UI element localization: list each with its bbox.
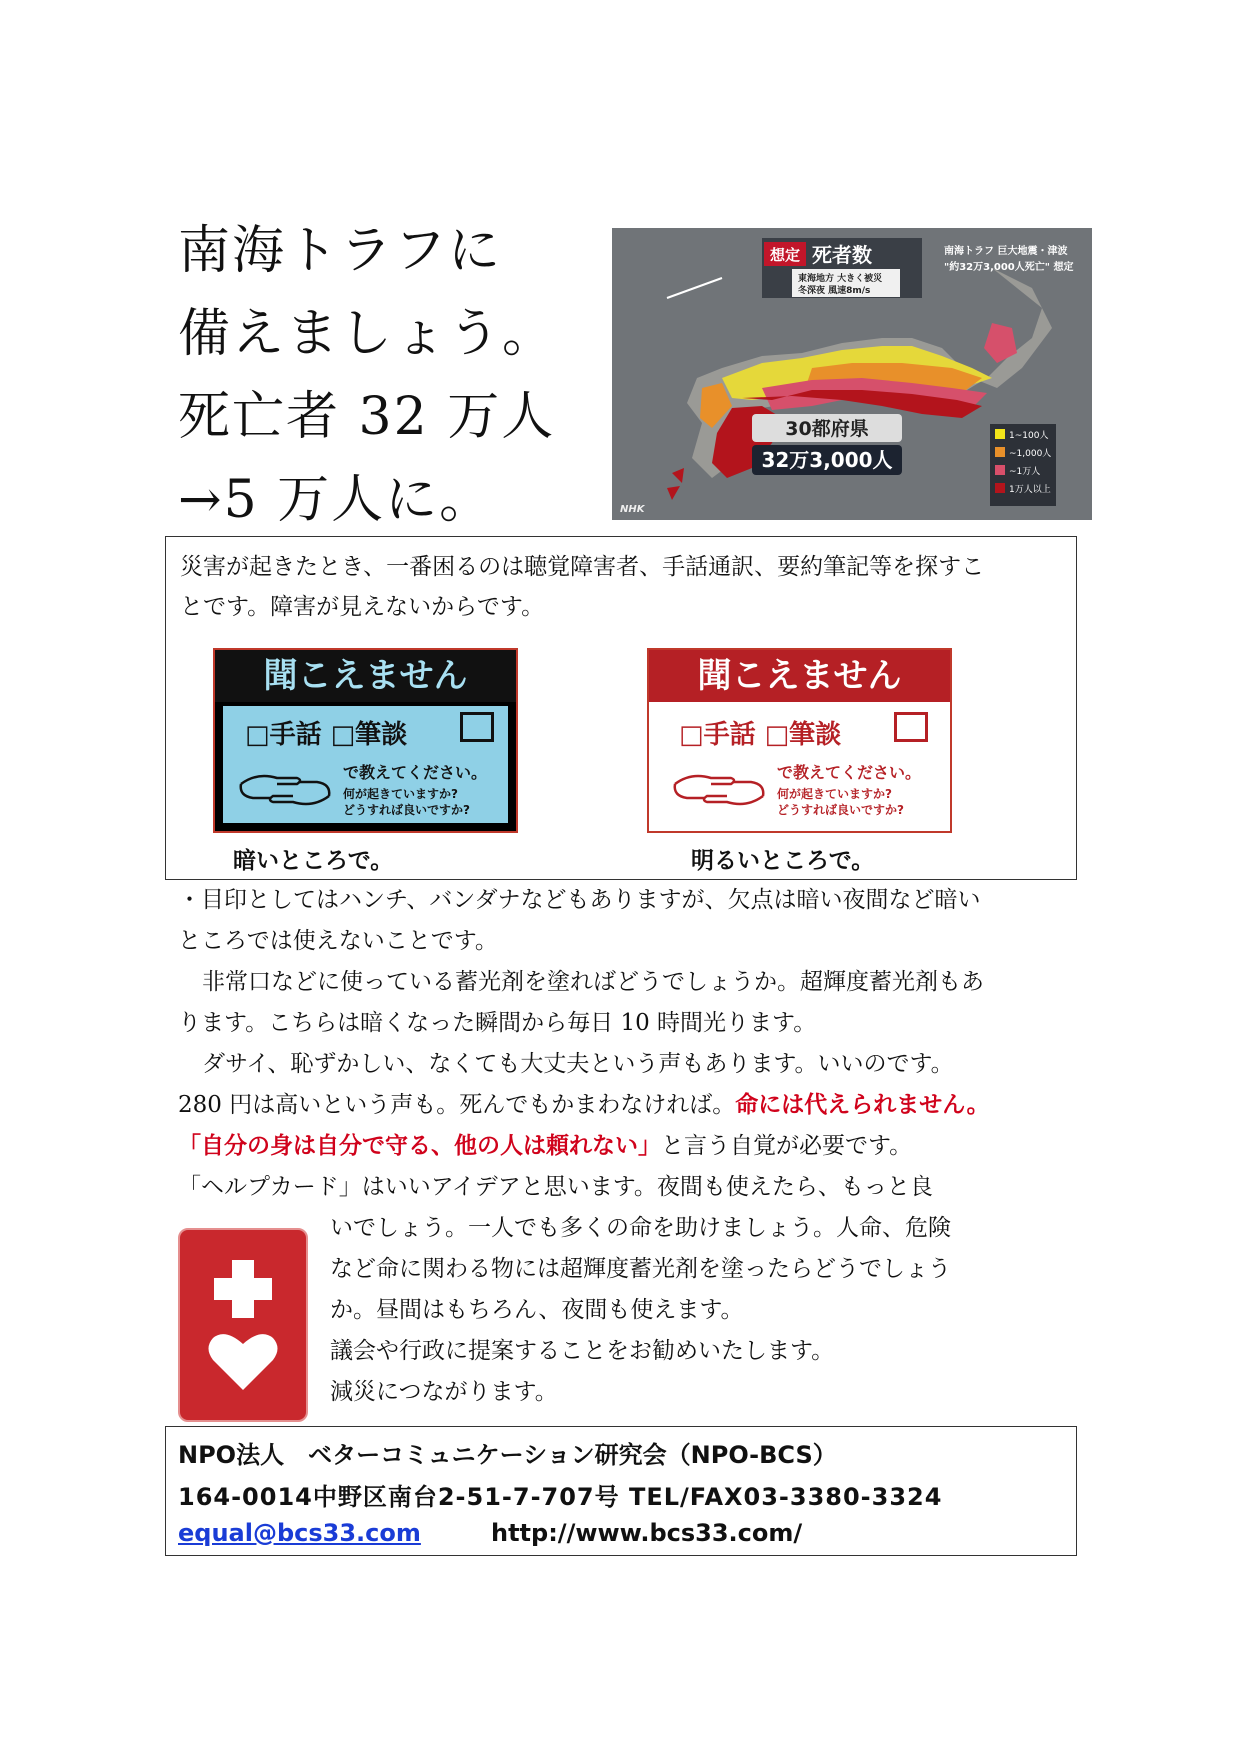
tv-sub-2: 冬深夜 風速8m/s [798, 286, 871, 296]
intro-line-1: 災害が起きたとき、一番困るのは聴覚障害者、手話通訳、要約筆記等を探すこ [180, 554, 985, 580]
card-request: で教えてください。 [343, 763, 488, 782]
pen-icon [894, 712, 928, 742]
pen-icon [460, 712, 494, 742]
card-title: 聞こえません [649, 650, 950, 702]
website-url[interactable]: http://www.bcs33.com/ [491, 1519, 803, 1547]
caption-dark: 暗いところで。 [233, 848, 394, 874]
card-options: □手話 □筆談 [245, 720, 408, 750]
contact-footer [165, 1426, 1077, 1556]
help-card-dark [213, 648, 518, 833]
headline-line-2: 備えましょう。 [178, 304, 557, 364]
body-line-7-text: と言う自覚が必要です。 [661, 1133, 913, 1159]
legend-2: ~1,000人 [1009, 449, 1052, 459]
body-line-7 [178, 1126, 912, 1168]
card-question-1: 何が起きていますか? [343, 787, 458, 801]
card-questions [777, 786, 904, 818]
card-body [223, 706, 508, 823]
card-options: □手話 □筆談 [679, 720, 842, 750]
body-line-6 [178, 1085, 990, 1127]
body-line-2: ところでは使えないことです。 [178, 928, 498, 954]
email-link[interactable]: equal@bcs33.com [178, 1519, 421, 1547]
legend-1: 1~100人 [1009, 431, 1049, 441]
emphasis-life: 命には代えられません。 [735, 1092, 990, 1118]
signing-hands-icon [671, 762, 767, 818]
help-cards-box [165, 628, 1077, 880]
tv-corner-2: "約32万3,000人死亡" 想定 [944, 262, 1074, 273]
headline-line-3: 死亡者 32 万人 [178, 387, 556, 447]
card-questions [343, 786, 470, 818]
body-line-5: ダサイ、恥ずかしい、なくても大丈夫という声もあります。いいのです。 [202, 1051, 954, 1077]
headline-line-4: →5 万人に。 [178, 470, 494, 530]
headline [178, 210, 598, 542]
japan-map-image [612, 228, 1092, 520]
body-line-4: ります。こちらは暗くなった瞬間から毎日 10 時間光ります。 [178, 1010, 817, 1036]
legend-3: ~1万人 [1009, 467, 1041, 477]
body-line-1: ・目印としてはハンチ、バンダナなどもありますが、欠点は暗い夜間など暗い [178, 887, 981, 913]
body-line-6-text: 280 円は高いという声も。死んでもかまわなければ。 [178, 1092, 736, 1118]
intro-line-2: とです。障害が見えないからです。 [180, 594, 545, 620]
legend-4: 1万人以上 [1009, 485, 1051, 495]
card-title: 聞こえません [215, 650, 516, 702]
caption-light: 明るいところで。 [691, 848, 875, 874]
tv-corner-1: 南海トラフ 巨大地震・津波 [944, 246, 1068, 257]
organization-name: NPO法人 ベターコミュニケーション研究会（NPO-BCS） [178, 1441, 837, 1469]
body-line-10: など命に関わる物には超輝度蓄光剤を塗ったらどうでしょう [330, 1256, 951, 1282]
body-line-12: 議会や行政に提案することをお勧めいたします。 [330, 1338, 835, 1364]
body-line-11: か。昼間はもちろん、夜間も使えます。 [330, 1297, 744, 1323]
death-total: 32万3,000人 [761, 448, 893, 472]
card-body [657, 706, 942, 823]
tsunami-death-estimate-map [612, 228, 1092, 520]
tv-title: 死者数 [812, 243, 872, 267]
tv-sub-1: 東海地方 大きく被災 [798, 274, 883, 284]
help-card-light [647, 648, 952, 833]
badge-text: 想定 [769, 246, 801, 264]
signing-hands-icon [237, 762, 333, 818]
nhk-logo: NHK [620, 504, 645, 515]
headline-line-1: 南海トラフに [178, 221, 503, 281]
card-question-1: 何が起きていますか? [777, 787, 892, 801]
organization-address: 164-0014中野区南台2-51-7-707号 TEL/FAX03-3380-3324 [178, 1483, 943, 1511]
prefectures-count: 30都府県 [785, 418, 869, 440]
card-question-2: どうすれば良いですか? [777, 803, 904, 817]
emphasis-self-protection: 「自分の身は自分で守る、他の人は頼れない」 [178, 1133, 661, 1159]
help-mark-icon [180, 1230, 306, 1420]
body-line-3: 非常口などに使っている蓄光剤を塗ればどうでしょうか。超輝度蓄光剤もあ [202, 969, 984, 995]
help-mark-card [178, 1228, 308, 1422]
body-line-13: 減災につながります。 [330, 1379, 558, 1405]
intro-box [165, 536, 1077, 628]
card-request: で教えてください。 [777, 763, 922, 782]
body-line-8: 「ヘルプカード」はいいアイデアと思います。夜間も使えたら、もっと良 [178, 1174, 933, 1200]
card-question-2: どうすれば良いですか? [343, 803, 470, 817]
body-line-9: いでしょう。一人でも多くの命を助けましょう。人命、危険 [330, 1215, 951, 1241]
